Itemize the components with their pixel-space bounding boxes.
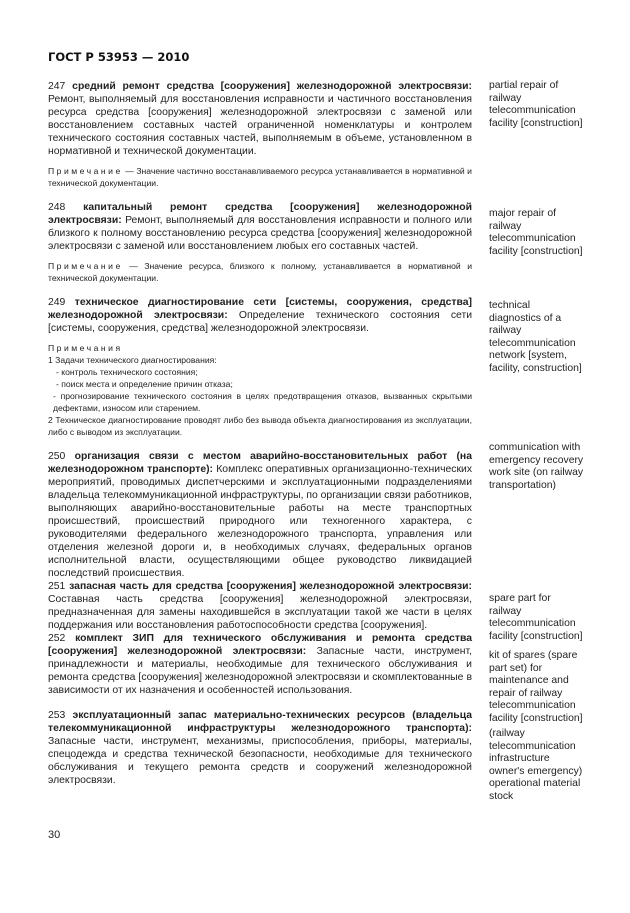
english-equivalent-250: communication with emergency recovery work site (on railway transportation) <box>489 442 584 491</box>
note-249-1c: - прогнозирование технического состояния в целях предотвращения отказов, вызванных скрытыми дефектами, износом или старением. <box>53 391 472 413</box>
term-number: 250 <box>48 451 66 462</box>
term-definition: Запасные части, инструмент, принадлежности и материалы, необходимые для технического обслуживания и ремонта средства [сооружения] железнодорожной электросвязи и скомплектованные в зависимости от их назначения и особенностей использования. <box>48 646 472 696</box>
english-equivalent-253: (railway telecommunication infrastructure owner's emergency) operational material stock <box>489 728 583 802</box>
term-entry-250 <box>48 450 472 580</box>
page-number: 30 <box>48 829 61 841</box>
term-entry-252 <box>48 632 472 697</box>
term-number: 247 <box>48 81 66 92</box>
term-title: запасная часть для средства [сооружения] железнодорожной электросвязи: <box>69 581 473 592</box>
term-entry-247 <box>48 80 472 158</box>
term-definition: Определение технического состояния сети [системы, сооружения, средства] железнодорожной электросвязи. <box>48 310 473 334</box>
term-title: капитальный ремонт средства [сооружения] железнодорожной электросвязи: <box>48 202 472 226</box>
note-249-1: 1 Задачи технического диагностирования: <box>48 355 217 365</box>
english-equivalent-247: partial repair of railway telecommunication facility [construction] <box>489 80 583 129</box>
term-title: средний ремонт средства [сооружения] железнодорожной электросвязи: <box>72 81 472 92</box>
note-text: — Значение частично восстанавливаемого ресурса устанавливается в нормативной и технической документации. <box>48 166 472 188</box>
english-equivalent-249: technical diagnostics of a railway telecommunication network [system, facility, construction] <box>489 300 582 374</box>
term-title: организация связи с местом аварийно-восстановительных работ (на железнодорожном транспорте): <box>48 451 472 475</box>
english-equivalent-252: kit of spares (spare part set) for maintenance and repair of railway telecommunication facility [construction] <box>489 650 583 724</box>
notes-label-249 <box>48 342 472 354</box>
note-text: — Значение ресурса, близкого к полному, устанавливается в нормативной и технической документации. <box>48 261 472 283</box>
note-label: Примечание <box>48 261 123 271</box>
note-249-2: 2 Техническое диагностирование проводят либо без вывода объекта диагностирования из эксплуатации, либо с выводом из эксплуатации. <box>48 415 472 437</box>
term-entry-249 <box>48 296 472 335</box>
term-number: 252 <box>48 633 66 644</box>
english-equivalent-248: major repair of railway telecommunication facility [construction] <box>489 208 583 257</box>
term-definition: Составная часть средства [сооружения] железнодорожной электросвязи, предназначенная для замены находившейся в эксплуатации такой же части в целях поддержания или восстановления работоспособности средства [сооружения]. <box>48 594 472 631</box>
term-entry-253 <box>48 709 472 787</box>
document-header: ГОСТ Р 53953 — 2010 <box>48 50 190 64</box>
term-definition: Запасные части, инструмент, механизмы, приспособления, приборы, материалы, спецодежда и средства технической безопасности, необходимые для технического обслуживания и текущего ремонта средств и сооружений железнодорожной электросвязи. <box>48 736 472 786</box>
note-label: Примечание <box>48 166 123 176</box>
notes-label: Примечания <box>48 343 123 353</box>
term-definition: Комплекс оперативных организационно-технических мероприятий, проводимых диспетчерскими и эксплуатационными подразделениями владельца телекоммуникационной инфраструктуры, по организации связи работников, выполняющих аварийно-восстановительные работы на месте транспортных происшествий, происшествий природного или техногенного характера, с руководителями федерального железнодорожного транспорта, управления или отделения железной дороги и, в необходимых случаях, федеральных органов исполнительной власти, осуществляющими общее руководство ликвидацией последствий происшествия. <box>48 464 473 579</box>
english-equivalent-251: spare part for railway telecommunication facility [construction] <box>489 593 583 642</box>
term-number: 248 <box>48 202 66 213</box>
note-249-1a: - контроль технического состояния; <box>56 367 198 377</box>
main-column <box>48 80 472 787</box>
note-247 <box>48 165 472 189</box>
term-entry-251 <box>48 580 472 632</box>
term-title: техническое диагностирование сети [системы, сооружения, средства] железнодорожной электросвязи: <box>48 297 472 321</box>
term-entry-248 <box>48 201 472 253</box>
term-definition: Ремонт, выполняемый для восстановления исправности и частичного восстановления ресурса средства [сооружения] железнодорожной электросвязи с заменой или восстановлением составных частей ограниченной номенклатуры и контролем технического состояния составных частей, выполняемым в объеме, установленном в нормативной и технической документации. <box>48 94 472 157</box>
term-title: эксплуатационный запас материально-технических ресурсов (владельца телекоммуникационной инфраструктуры железнодорожного транспорта): <box>48 710 472 734</box>
term-definition: Ремонт, выполняемый для восстановления исправности и полного или близкого к полному восстановлению ресурса средства [сооружения] железнодорожной электросвязи с заменой или восстановлением любых его составных частей. <box>48 215 473 252</box>
term-title: комплект ЗИП для технического обслуживания и ремонта средства [сооружения] железнодорожной электросвязи: <box>48 633 473 657</box>
note-249-1b: - поиск места и определение причин отказа; <box>56 379 233 389</box>
term-number: 251 <box>48 581 66 592</box>
term-number: 249 <box>48 297 66 308</box>
note-248 <box>48 260 472 284</box>
term-number: 253 <box>48 710 66 721</box>
